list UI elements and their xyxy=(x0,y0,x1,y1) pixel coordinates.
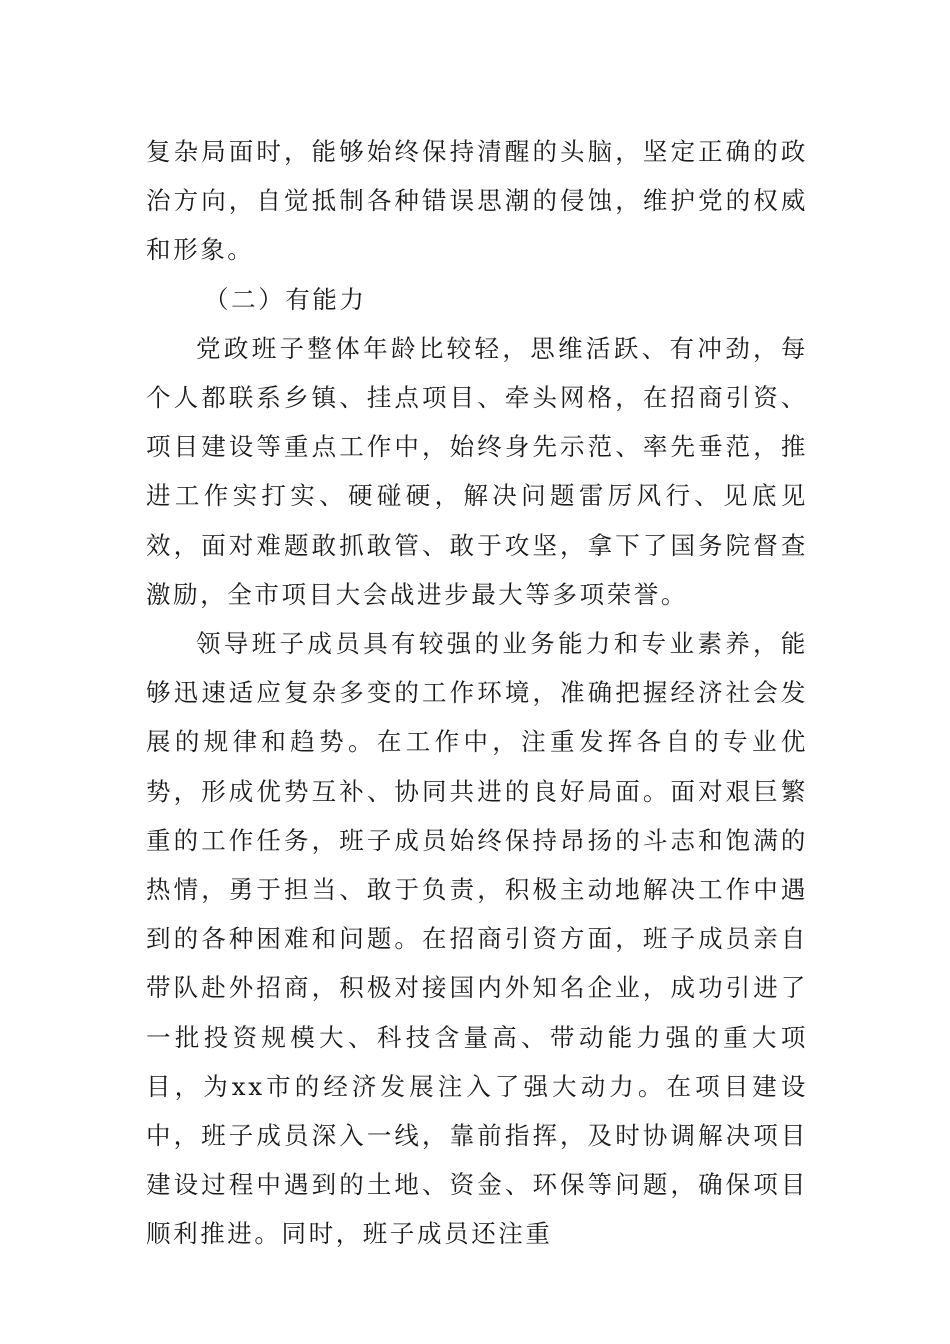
paragraph-continuation: 复杂局面时，能够始终保持清醒的头脑，坚定正确的政治方向，自觉抵制各种错误思潮的侵蚀，维护党的权威和形象。 xyxy=(146,137,808,265)
document-body xyxy=(146,127,808,1259)
paragraph: 领导班子成员具有较强的业务能力和专业素养，能够迅速适应复杂多变的工作环境，准确把握经济社会发展的规律和趋势。在工作中，注重发挥各自的专业优势，形成优势互补、协同共进的良好局面。面对艰巨繁重的工作任务，班子成员始终保持昂扬的斗志和饱满的热情，勇于担当、敢于负责，积极主动地解决工作中遇到的各种困难和问题。在招商引资方面，班子成员亲自带队赴外招商，积极对接国内外知名企业，成功引进了一批投资规模大、科技含量高、带动能力强的重大项目，为xx市的经济发展注入了强大动力。在项目建设中，班子成员深入一线，靠前指挥，及时协调解决项目建设过程中遇到的土地、资金、环保等问题，确保项目顺利推进。同时，班子成员还注重 xyxy=(146,629,808,1249)
paragraph: 党政班子整体年龄比较轻，思维活跃、有冲劲，每个人都联系乡镇、挂点项目、牵头网格，在招商引资、项目建设等重点工作中，始终身先示范、率先垂范，推进工作实打实、硬碰硬，解决问题雷厉风行、见底见效，面对难题敢抓敢管、敢于攻坚，拿下了国务院督查激励，全市项目大会战进步最大等多项荣誉。 xyxy=(146,333,808,609)
section-heading: （二）有能力 xyxy=(204,284,367,314)
